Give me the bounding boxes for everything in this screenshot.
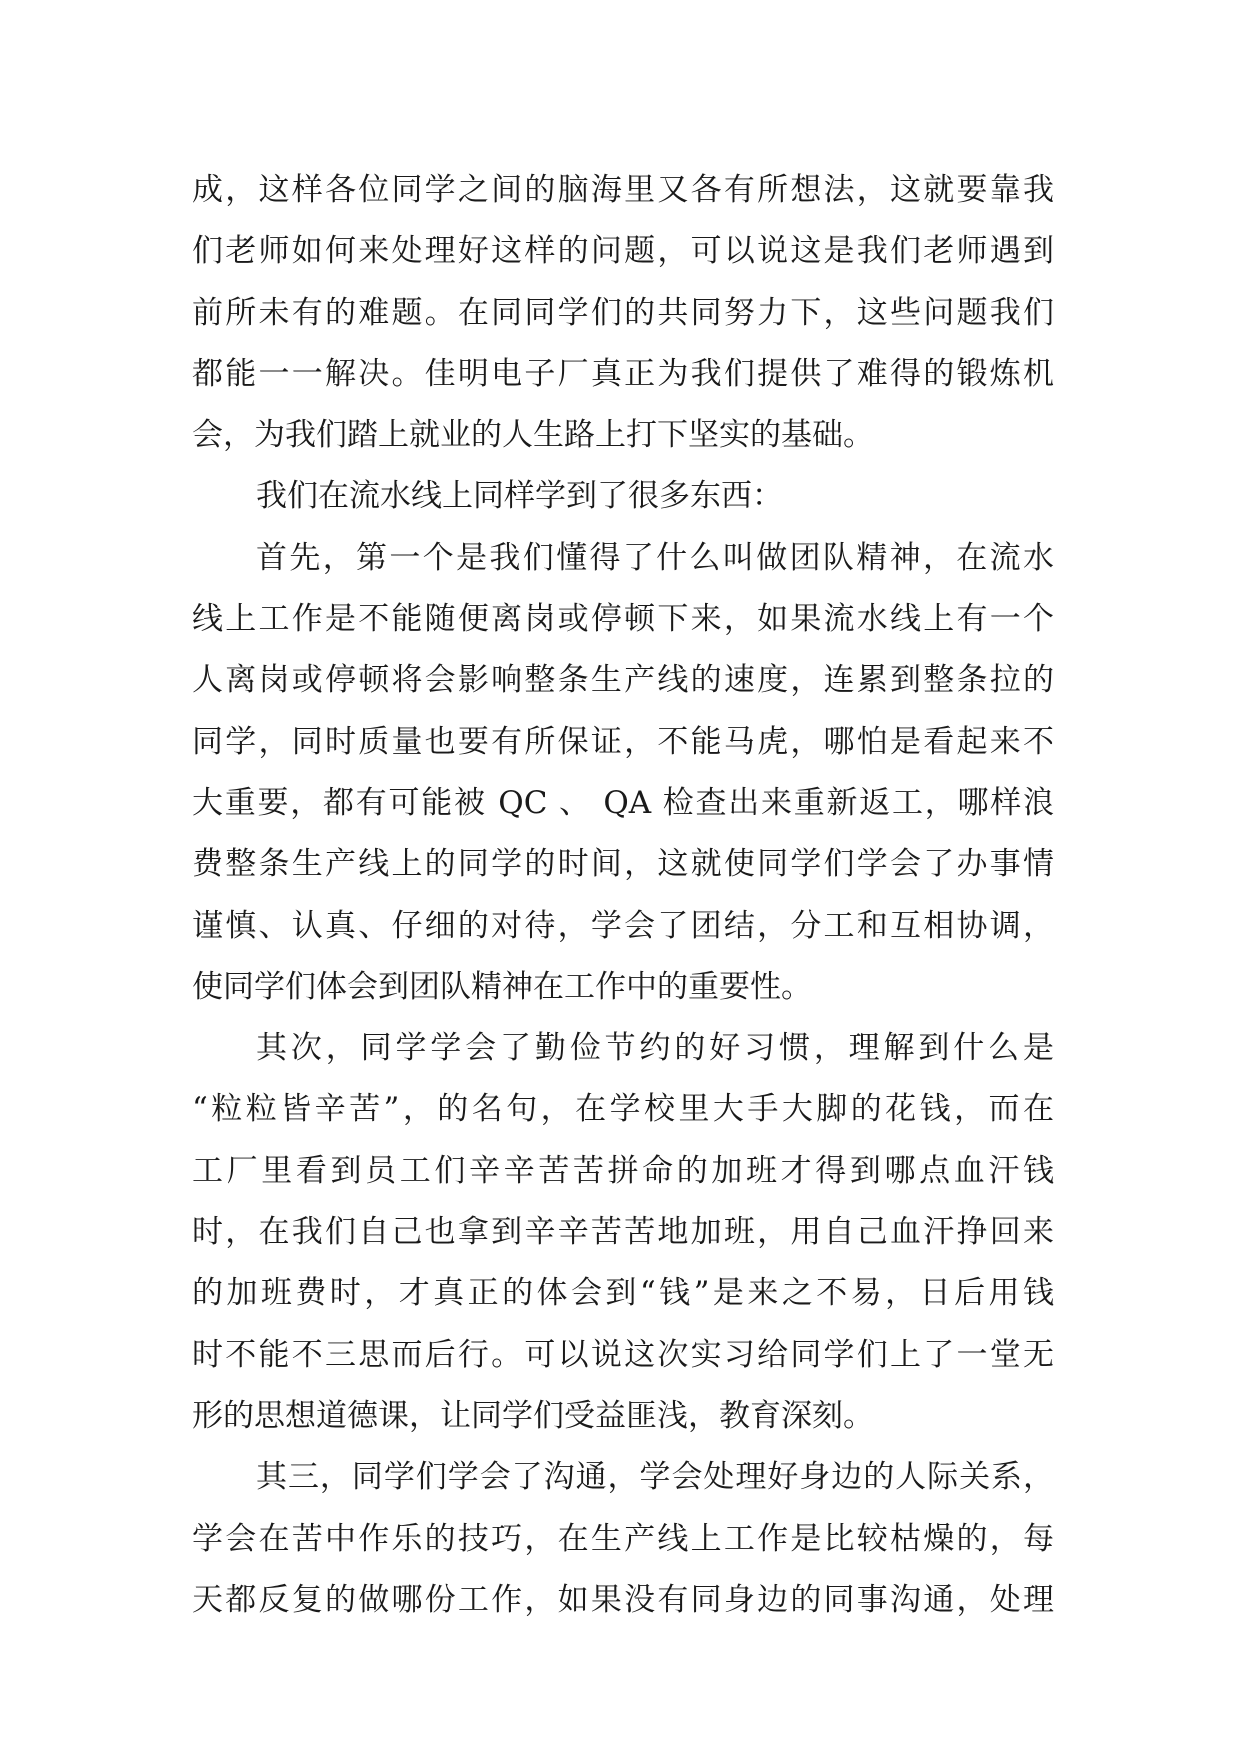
text-line: 会，为我们踏上就业的人生路上打下坚实的基础。 [192, 417, 874, 454]
text-line: 费整条生产线上的同学的时间，这就使同学们学会了办事情 [192, 846, 1054, 883]
text-line: 我们在流水线上同样学到了很多东西： [256, 478, 783, 515]
text-line: 时不能不三思而后行。可以说这次实习给同学们上了一堂无 [192, 1336, 1054, 1373]
text-line: 大重要，都有可能被 QC 、 QA 检查出来重新返工，哪样浪 [192, 784, 1054, 821]
text-line: 同学，同时质量也要有所保证，不能马虎，哪怕是看起来不 [192, 723, 1054, 760]
text-line: 前所未有的难题。在同同学们的共同努力下，这些问题我们 [192, 294, 1054, 331]
text-line: 其次，同学学会了勤俭节约的好习惯，理解到什么是 [256, 1030, 1054, 1067]
text-line: 学会在苦中作乐的技巧，在生产线上工作是比较枯燥的，每 [192, 1520, 1054, 1557]
text-line: 的加班费时，才真正的体会到“钱”是来之不易，日后用钱 [192, 1275, 1054, 1312]
text-line: 线上工作是不能随便离岗或停顿下来，如果流水线上有一个 [192, 601, 1054, 638]
text-line: 工厂里看到员工们辛辛苦苦拼命的加班才得到哪点血汗钱 [192, 1152, 1054, 1189]
text-line: 时，在我们自己也拿到辛辛苦苦地加班，用自己血汗挣回来 [192, 1214, 1054, 1251]
text-line: 首先，第一个是我们懂得了什么叫做团队精神，在流水 [256, 539, 1054, 576]
body-text [192, 160, 1054, 1631]
text-line: 其三，同学们学会了沟通，学会处理好身边的人际关系， [256, 1459, 1054, 1496]
text-line: 都能一一解决。佳明电子厂真正为我们提供了难得的锻炼机 [192, 355, 1054, 392]
text-line: 使同学们体会到团队精神在工作中的重要性。 [192, 968, 812, 1005]
text-line: 们老师如何来处理好这样的问题，可以说这是我们老师遇到 [192, 233, 1054, 270]
text-line: “粒粒皆辛苦”，的名句，在学校里大手大脚的花钱，而在 [192, 1091, 1054, 1128]
text-line: 形的思想道德课，让同学们受益匪浅，教育深刻。 [192, 1397, 874, 1434]
text-line: 天都反复的做哪份工作，如果没有同身边的同事沟通，处理 [192, 1581, 1054, 1618]
text-line: 人离岗或停顿将会影响整条生产线的速度，连累到整条拉的 [192, 662, 1054, 699]
text-line: 谨慎、认真、仔细的对待，学会了团结，分工和互相协调， [192, 907, 1054, 944]
text-line: 成，这样各位同学之间的脑海里又各有所想法，这就要靠我 [192, 172, 1054, 208]
